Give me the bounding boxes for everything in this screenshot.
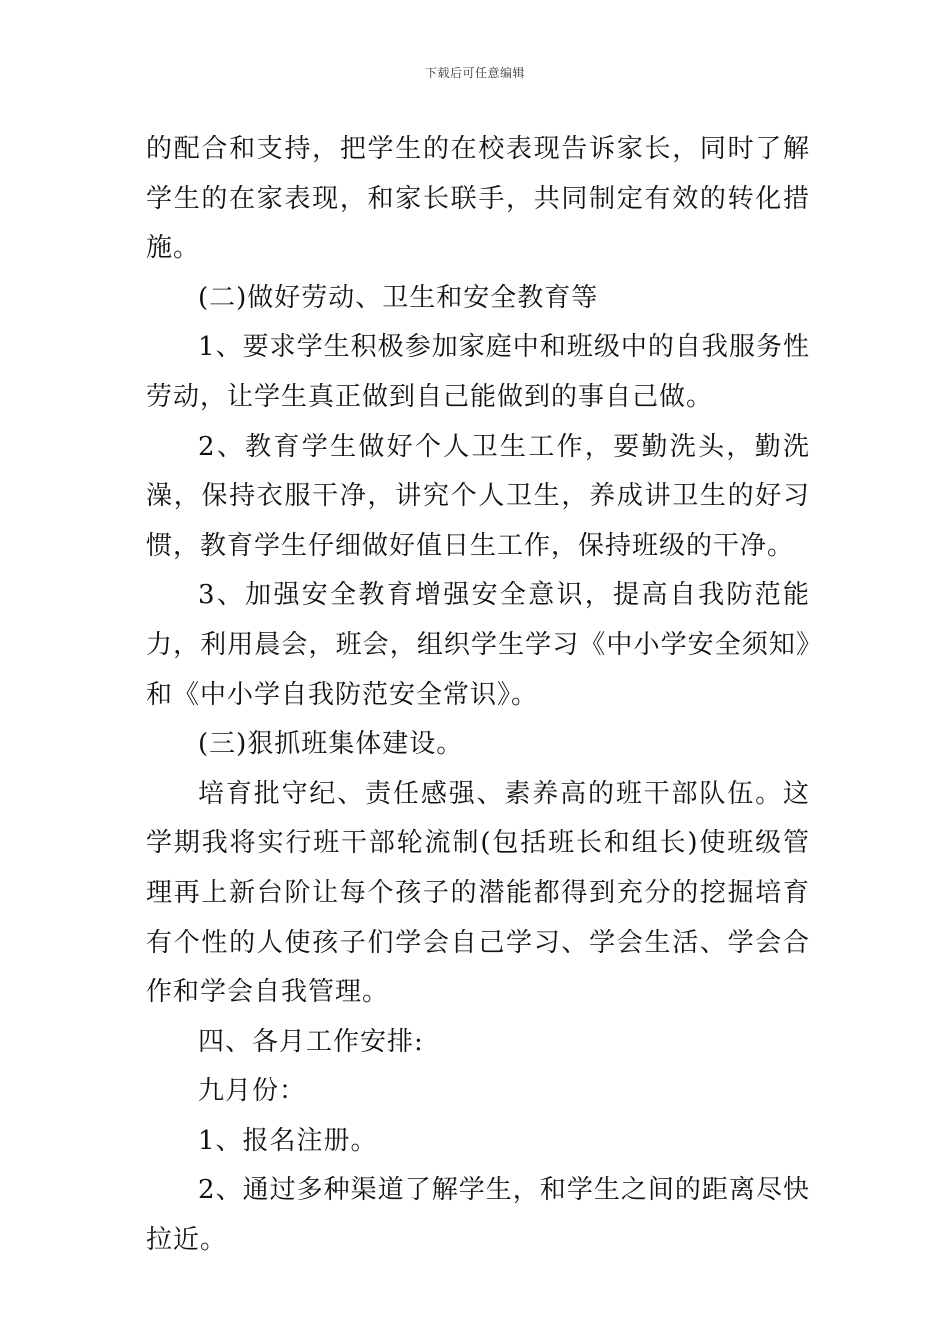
- list-item-know-students: 2、通过多种渠道了解学生，和学生之间的距离尽快拉近。: [146, 1175, 810, 1256]
- list-item-registration: 1、报名注册。: [198, 1125, 378, 1156]
- list-item-self-service-labor: 1、要求学生积极参加家庭中和班级中的自我服务性劳动，让学生真正做到自己能做到的事自己做。: [146, 332, 810, 412]
- paragraph-class-cadre: 培育批守纪、责任感强、素养高的班干部队伍。这学期我将实行班干部轮流制(包括班长和组长)使班级管理再上新台阶让每个孩子的潜能都得到充分的挖掘培育有个性的人使孩子们学会自己学习、学会生活、学会合作和学会自我管理。: [146, 778, 810, 1008]
- list-item-personal-hygiene: 2、教育学生做好个人卫生工作，要勤洗头，勤洗澡，保持衣服干净，讲究个人卫生，养成讲卫生的好习惯，教育学生仔细做好值日生工作，保持班级的干净。: [146, 431, 810, 561]
- section-heading-class-building: (三)狠抓班集体建设。: [198, 729, 464, 760]
- section-heading-monthly-plan: 四、各月工作安排:: [198, 1026, 424, 1057]
- list-item-safety-education: 3、加强安全教育增强安全意识，提高自我防范能力，利用晨会，班会，组织学生学习《中小学安全须知》和《中小学自我防范安全常识》。: [146, 580, 810, 710]
- document-body: [146, 125, 810, 1266]
- section-heading-labor-hygiene-safety: (二)做好劳动、卫生和安全教育等: [198, 282, 599, 313]
- page-header: 下载后可任意编辑: [424, 66, 525, 80]
- month-heading-september: 九月份：: [198, 1076, 307, 1107]
- paragraph-continuation: 的配合和支持，把学生的在校表现告诉家长，同时了解学生的在家表现，和家长联手，共同制定有效的转化措施。: [146, 134, 810, 264]
